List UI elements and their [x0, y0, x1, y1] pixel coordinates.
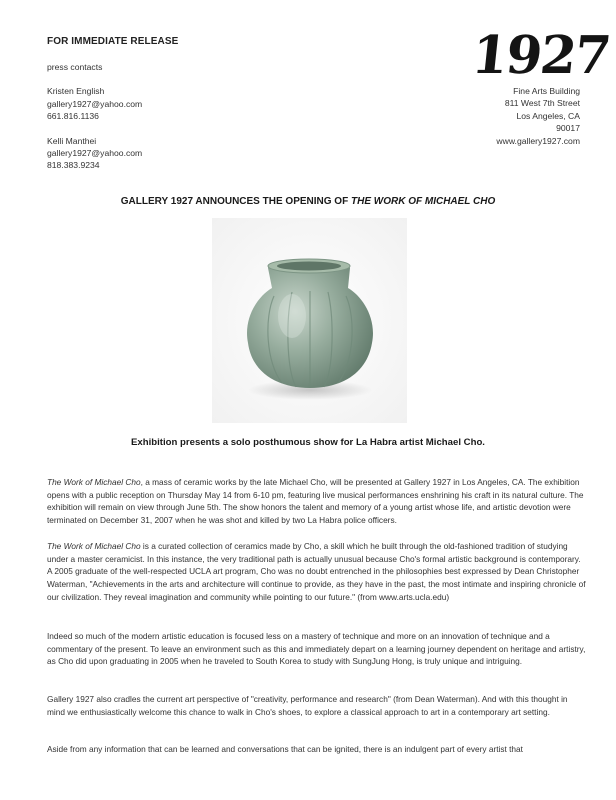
address-website[interactable]: www.gallery1927.com: [496, 135, 580, 146]
p1-text: , a mass of ceramic works by the late Michael Cho, will be presented at Gallery 1927 in Los Angeles, CA. The exhibition opens with a public reception on Thursday May 14 from 6-10 pm, featuring live musical performances enshrining his craft in its natural culture. The exhibition will remain on view through June 5th. The show honors the talent and memory of a young artist whose life, and artistic devotion were terminated on December 31, 2007 when he was shot and killed by two La Habra police officers.: [47, 477, 584, 526]
paragraph-5: Aside from any information that can be learned and conversations that can be ignited, there is an indulgent part of every artist that: [47, 744, 523, 754]
p2-title: The Work of Michael Cho: [47, 541, 141, 551]
contact1-name: Kristen English: [47, 86, 105, 97]
photo-caption: Exhibition presents a solo posthumous show for La Habra artist Michael Cho.: [131, 437, 485, 448]
page-title: [0, 196, 616, 207]
paragraph-2: [47, 540, 587, 604]
gallery-address: [496, 85, 580, 147]
contacts-label: press contacts: [47, 62, 103, 72]
address-street: 811 West 7th Street: [504, 98, 580, 109]
address-zip: 90017: [556, 123, 580, 134]
vase-image: [212, 218, 407, 423]
contact2-name: Kelli Manthei: [47, 135, 97, 146]
release-label: FOR IMMEDIATE RELEASE: [47, 36, 179, 47]
paragraph-1: [47, 476, 587, 527]
contact2-email[interactable]: gallery1927@yahoo.com: [47, 148, 143, 159]
address-city: Los Angeles, CA: [516, 110, 580, 121]
vase-photo: [212, 218, 407, 423]
address-building: Fine Arts Building: [513, 86, 580, 96]
headline-title: THE WORK OF MICHAEL CHO: [350, 196, 496, 207]
headline-prefix: GALLERY 1927 ANNOUNCES THE OPENING OF: [120, 196, 351, 207]
p1-title: The Work of Michael Cho: [47, 477, 141, 487]
paragraph-4: Gallery 1927 also cradles the current art perspective of "creativity, performance and research" (from Dean Waterman). And with this thought in mind we enthusiastically welcome this chance to walk in Cho's shoes, to explore a classical approach to art in a contemporary art setting.: [47, 694, 568, 717]
gallery-logo: 1927: [468, 25, 612, 86]
press-contacts: [47, 61, 142, 172]
paragraph-3: Indeed so much of the modern artistic education is focused less on a mastery of technique and more on an innovation of technique and a commentary of the present. To leave an environment such as this and immediately depart on a learning journey dependent on heritage and artistry, as Cho did upon graduating in 2005 when he traveled to South Korea to study with SungJung Hong, is truly unique and intriguing.: [47, 631, 586, 667]
contact2-phone: 818.383.9234: [47, 160, 100, 171]
contact1-email[interactable]: gallery1927@yahoo.com: [47, 98, 143, 109]
p2-text: is a curated collection of ceramics made by Cho, a skill which he built through the old-fashioned tradition of studying under a master ceramicist. In this instance, the very traditional path is actually unusual because Cho's formal artistic background is contemporary. A 2005 graduate of the well-respected UCLA art program, Cho was no doubt entrenched in the philosophies best expressed by Dean Christopher Waterman, "Achievements in the arts and architecture will continue to provide, as they have in the past, the most intimate and inspiring chronicle of our civilization. They reveal imagination and community while pointing to our future." (from www.arts.ucla.edu): [47, 541, 586, 602]
contact1-phone: 661.816.1136: [47, 111, 99, 122]
